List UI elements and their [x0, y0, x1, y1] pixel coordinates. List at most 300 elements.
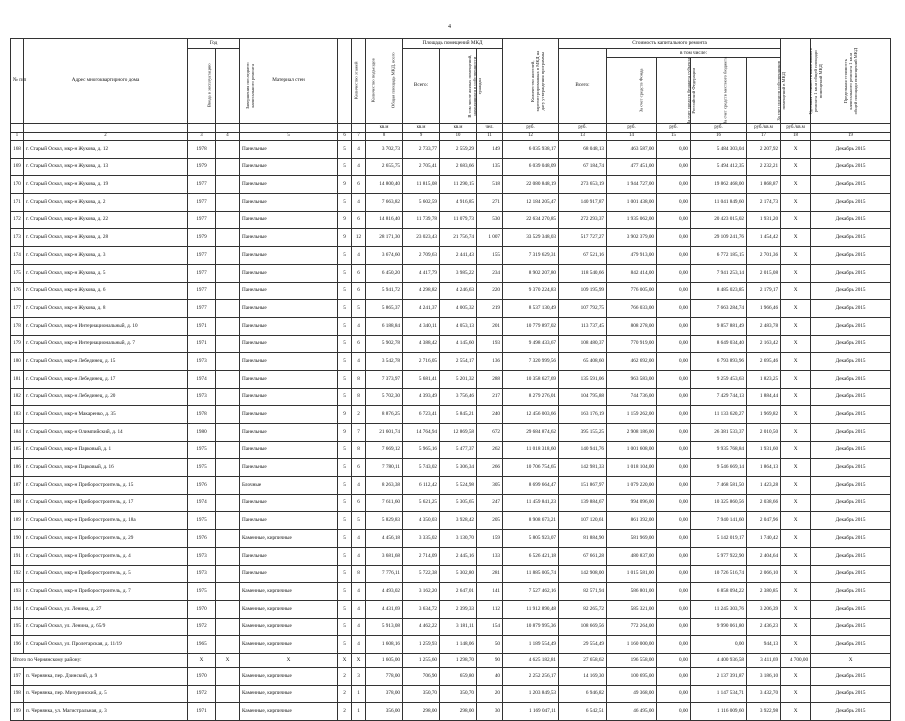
table-cell: 11 739,78 — [403, 211, 440, 229]
table-cell: 1 966,46 — [747, 300, 781, 318]
table-cell: 0,00 — [657, 667, 691, 685]
table-cell: 5 — [338, 547, 352, 565]
table-cell: г. Старый Оскол, мкр-н Жукова, д. 3 — [24, 247, 188, 265]
table-row — [11, 494, 891, 512]
table-cell: г. Старый Оскол, ул. Ленина, д. 27 — [24, 600, 188, 618]
table-cell: X — [781, 441, 811, 459]
table-cell: 82 265,72 — [559, 600, 607, 618]
table-cell: 3 186,10 — [747, 667, 781, 685]
table-cell: 14 764,94 — [403, 424, 440, 442]
table-cell: Каменные, кирпичные — [240, 618, 338, 636]
table-cell: 0,00 — [657, 229, 691, 247]
table-cell: 5 — [338, 282, 352, 300]
table-cell — [216, 211, 240, 229]
table-cell: 1973 — [188, 565, 216, 583]
table-cell: 1 944 727,00 — [607, 176, 657, 194]
table-cell: 1975 — [188, 459, 216, 477]
table-cell: Панельные — [240, 353, 338, 371]
table-cell: 9 857 881,49 — [691, 317, 747, 335]
table-cell: 4 — [352, 477, 366, 495]
table-row — [11, 158, 891, 176]
table-cell: X — [781, 530, 811, 548]
table-cell: Декабрь 2015 — [811, 685, 891, 703]
unit-cell-16: руб. — [691, 124, 747, 133]
table-cell: Панельные — [240, 247, 338, 265]
table-row — [11, 353, 891, 371]
table-cell: 0,00 — [657, 264, 691, 282]
table-cell: 5 913,08 — [366, 618, 403, 636]
table-cell: 140 917,87 — [559, 194, 607, 212]
table-cell: 11 912 890,48 — [503, 600, 559, 618]
table-cell: Панельные — [240, 335, 338, 353]
subtotal-cell: 1 298,70 — [440, 653, 477, 667]
table-cell: 193 — [11, 583, 24, 601]
table-cell: 1 116 009,60 — [691, 703, 747, 721]
table-cell: 5 484 303,04 — [691, 141, 747, 159]
subtotal-cell: 196 558,00 — [607, 653, 657, 667]
table-cell: Блочные — [240, 477, 338, 495]
table-cell: 11 041 849,60 — [691, 194, 747, 212]
table-cell: 30 — [477, 703, 503, 721]
table-cell: X — [781, 583, 811, 601]
table-cell: 140 941,76 — [559, 441, 607, 459]
table-cell: 81 884,90 — [559, 530, 607, 548]
table-cell: 8 — [352, 441, 366, 459]
table-cell: 0,00 — [657, 406, 691, 424]
table-cell: 463 587,00 — [607, 141, 657, 159]
table-cell: 169 — [11, 158, 24, 176]
table-cell: 139 884,67 — [559, 494, 607, 512]
subtotal-cell: X — [216, 653, 240, 667]
table-row — [11, 530, 891, 548]
table-cell: 5 — [338, 618, 352, 636]
table-cell — [216, 194, 240, 212]
table-cell: Панельные — [240, 424, 338, 442]
table-cell: 3 162,20 — [403, 583, 440, 601]
table-cell: Декабрь 2015 — [811, 424, 891, 442]
table-cell: 175 — [11, 264, 24, 282]
table-cell: X — [781, 494, 811, 512]
table-cell: 7 373,97 — [366, 370, 403, 388]
table-cell: п. Чернянка, пер. Дзинский, д. 9 — [24, 667, 188, 685]
table-cell: X — [781, 512, 811, 530]
table-cell: 8 537 130,49 — [503, 300, 559, 318]
table-cell: 4 431,69 — [366, 600, 403, 618]
column-number-4: 4 — [216, 133, 240, 141]
table-cell: 266 — [477, 459, 503, 477]
table-cell: 12 869,58 — [440, 424, 477, 442]
table-cell: 185 — [11, 441, 24, 459]
table-cell: 808 278,00 — [607, 317, 657, 335]
table-cell: X — [781, 685, 811, 703]
column-number-10: 10 — [440, 133, 477, 141]
unit-cell-3 — [188, 124, 216, 133]
table-cell: 171 — [11, 194, 24, 212]
table-cell: 104 795,88 — [559, 388, 607, 406]
table-cell: 142 981,33 — [559, 459, 607, 477]
table-cell — [216, 388, 240, 406]
table-cell: 7 429 744,13 — [691, 388, 747, 406]
table-cell: 778,00 — [366, 667, 403, 685]
table-cell: 0,00 — [657, 530, 691, 548]
table-cell: 7 — [352, 424, 366, 442]
subtotal-cell: 4 625 182,81 — [503, 653, 559, 667]
table-cell: 5 — [338, 459, 352, 477]
table-cell: 7 780,11 — [366, 459, 403, 477]
subtotal-cell: X — [188, 653, 216, 667]
table-cell: X — [781, 211, 811, 229]
unit-cell-13: руб. — [559, 124, 607, 133]
table-cell: Панельные — [240, 176, 338, 194]
table-cell: 20 423 015,02 — [691, 211, 747, 229]
table-cell: 6 793 893,96 — [691, 353, 747, 371]
table-cell: 1 868,87 — [747, 176, 781, 194]
subtotal-cell: 1 605,00 — [366, 653, 403, 667]
table-cell: 581 969,00 — [607, 530, 657, 548]
table-cell: Декабрь 2015 — [811, 547, 891, 565]
table-cell: X — [781, 247, 811, 265]
table-cell: X — [781, 618, 811, 636]
table-cell: X — [781, 370, 811, 388]
table-cell: 659,80 — [440, 667, 477, 685]
table-cell: 26 381 533,37 — [691, 424, 747, 442]
table-cell: 8 876,25 — [366, 406, 403, 424]
table-row — [11, 194, 891, 212]
table-cell: 1 015 581,00 — [607, 565, 657, 583]
table-cell: X — [781, 300, 811, 318]
table-cell: Панельные — [240, 211, 338, 229]
table-cell: 4 298,82 — [403, 282, 440, 300]
subtotal-label: Итого по Чернянскому району: — [11, 653, 188, 667]
table-cell: 1 007 — [477, 229, 503, 247]
table-cell: 2 399,33 — [440, 600, 477, 618]
table-cell: 1 969,82 — [747, 406, 781, 424]
table-cell: X — [781, 176, 811, 194]
table-cell: 33 529 348,03 — [503, 229, 559, 247]
table-cell — [216, 600, 240, 618]
table-cell: г. Старый Оскол, мкр-н Жукова, д. 22 — [24, 211, 188, 229]
table-cell: 8 263,38 — [366, 477, 403, 495]
table-cell: 1975 — [188, 441, 216, 459]
header-total-area: Общая площадь МКД, всего — [366, 39, 403, 124]
table-cell: 5 — [338, 600, 352, 618]
table-cell: 6 — [352, 335, 366, 353]
table-cell: 178 — [11, 317, 24, 335]
unit-cell-6 — [338, 124, 352, 133]
table-cell — [216, 494, 240, 512]
table-cell: 108 669,56 — [559, 618, 607, 636]
table-cell: Декабрь 2015 — [811, 441, 891, 459]
table-cell: Декабрь 2015 — [811, 477, 891, 495]
table-row — [11, 176, 891, 194]
table-cell: 0,00 — [657, 353, 691, 371]
unit-cell-15: руб. — [657, 124, 691, 133]
table-cell: 176 — [11, 282, 24, 300]
table-cell: 20 — [477, 685, 503, 703]
column-number-12: 12 — [503, 133, 559, 141]
table-cell: 174 — [11, 247, 24, 265]
column-number-1: 1 — [11, 133, 24, 141]
table-cell: Каменные, кирпичные — [240, 600, 338, 618]
table-cell: Панельные — [240, 512, 338, 530]
column-number-17: 17 — [747, 133, 781, 141]
table-cell: г. Старый Оскол, мкр-н Жукова, д. 28 — [24, 229, 188, 247]
table-cell: 5 602,59 — [403, 194, 440, 212]
table-row — [11, 459, 891, 477]
table-row — [11, 406, 891, 424]
table-cell — [216, 247, 240, 265]
header-num: № п/п — [11, 39, 24, 124]
table-cell: 193 — [477, 335, 503, 353]
table-cell: 0,00 — [657, 335, 691, 353]
table-cell: 0,00 — [657, 194, 691, 212]
table-cell — [216, 685, 240, 703]
table-cell: 4 — [352, 600, 366, 618]
table-cell: Декабрь 2015 — [811, 247, 891, 265]
table-cell: 12 184 205,47 — [503, 194, 559, 212]
table-cell: 8 902 207,80 — [503, 264, 559, 282]
table-row — [11, 512, 891, 530]
table-cell: X — [781, 141, 811, 159]
table-cell: 7 320 999,56 — [503, 353, 559, 371]
table-cell — [216, 703, 240, 721]
table-cell: 4 417,79 — [403, 264, 440, 282]
table-cell: 963 583,00 — [607, 370, 657, 388]
table-cell: X — [781, 547, 811, 565]
table-cell: 0,00 — [657, 441, 691, 459]
table-cell: Декабрь 2015 — [811, 282, 891, 300]
table-cell: 220 — [477, 282, 503, 300]
table-row — [11, 703, 891, 721]
table-cell: 190 — [11, 530, 24, 548]
table-cell: 1977 — [188, 194, 216, 212]
table-cell: 5 865,37 — [366, 300, 403, 318]
table-cell: 4 456,18 — [366, 530, 403, 548]
table-cell: г. Старый Оскол, мкр-н Жукова, д. 13 — [24, 158, 188, 176]
table-cell: 281 — [477, 565, 503, 583]
subtotal-cell: X — [338, 653, 352, 667]
table-cell: 240 — [477, 406, 503, 424]
table-cell: 6 946,82 — [559, 685, 607, 703]
unit-cell-8: кв.м — [366, 124, 403, 133]
table-cell: 1977 — [188, 282, 216, 300]
table-cell: 9 — [338, 424, 352, 442]
table-cell: 5 722,38 — [403, 565, 440, 583]
table-cell: 6 772 185,15 — [691, 247, 747, 265]
table-cell: 172 — [11, 211, 24, 229]
table-cell: г. Старый Оскол, мкр-н Приборостроитель, д. 17 — [24, 494, 188, 512]
table-cell: 177 — [11, 300, 24, 318]
table-cell: 2 683,66 — [440, 158, 477, 176]
table-cell: г. Старый Оскол, мкр-н Приборостроитель, д. 18а — [24, 512, 188, 530]
table-cell: 0,00 — [657, 703, 691, 721]
table-cell: 395 155,25 — [559, 424, 607, 442]
table-cell: г. Старый Оскол, мкр-н Лебединец, д. 15 — [24, 353, 188, 371]
table-cell: 2 445,16 — [440, 547, 477, 565]
table-cell: 5 — [338, 317, 352, 335]
table-cell: 1978 — [188, 406, 216, 424]
table-cell — [216, 459, 240, 477]
table-cell: 7 940 141,60 — [691, 512, 747, 530]
table-cell: 67 184,74 — [559, 158, 607, 176]
table-cell — [216, 300, 240, 318]
table-cell: 4 — [352, 317, 366, 335]
table-cell: Декабрь 2015 — [811, 494, 891, 512]
table-cell: 2 — [338, 685, 352, 703]
table-cell: 195 — [11, 618, 24, 636]
table-cell: 10 706 754,65 — [503, 459, 559, 477]
table-cell: 0,00 — [657, 211, 691, 229]
table-row — [11, 618, 891, 636]
table-cell: 5 — [338, 370, 352, 388]
column-number-6: 6 — [338, 133, 352, 141]
table-cell: 1 079 220,00 — [607, 477, 657, 495]
table-cell: 5 — [338, 565, 352, 583]
unit-cell-19 — [811, 124, 891, 133]
table-cell: 196 — [11, 636, 24, 654]
table-cell: 8 485 023,85 — [691, 282, 747, 300]
table-cell: 183 — [11, 406, 24, 424]
table-cell: 477 451,00 — [607, 158, 657, 176]
table-cell: 5 477,37 — [440, 441, 477, 459]
table-cell: 10 358 627,69 — [503, 370, 559, 388]
table-cell: 6 723,41 — [403, 406, 440, 424]
table-cell: 113 737,45 — [559, 317, 607, 335]
table-cell: г. Старый Оскол, ул. Пролетарская, д. 11/19 — [24, 636, 188, 654]
table-cell: 1977 — [188, 211, 216, 229]
table-cell: 100 695,00 — [607, 667, 657, 685]
table-row — [11, 636, 891, 654]
unit-cell-4 — [216, 124, 240, 133]
table-cell: г. Старый Оскол, мкр-н Интернациональный, д. 7 — [24, 335, 188, 353]
table-cell: 0,00 — [657, 176, 691, 194]
table-cell: 0,00 — [657, 388, 691, 406]
column-number-8: 8 — [366, 133, 403, 141]
table-cell: 2 436,23 — [747, 618, 781, 636]
table-cell: 350,70 — [440, 685, 477, 703]
header-max-cost: Предельная стоимость капитального ремонта 1 кв.м общей площади помещений МКД — [811, 39, 891, 124]
table-cell: 68 048,13 — [559, 141, 607, 159]
table-cell: 2 — [338, 667, 352, 685]
table-cell: 5 — [338, 194, 352, 212]
table-cell: 1973 — [188, 388, 216, 406]
header-year: Год — [188, 39, 240, 49]
table-cell: 2 483,78 — [747, 317, 781, 335]
table-cell: 168 — [11, 141, 24, 159]
table-cell: 21 601,74 — [366, 424, 403, 442]
table-cell: 8 649 034,40 — [691, 335, 747, 353]
table-cell: Панельные — [240, 459, 338, 477]
table-cell: 107 120,61 — [559, 512, 607, 530]
table-cell: 7 319 629,31 — [503, 247, 559, 265]
table-cell: 2 441,43 — [440, 247, 477, 265]
table-cell: 1 001 608,00 — [607, 441, 657, 459]
table-cell: Панельные — [240, 370, 338, 388]
table-cell: 11 459 841,23 — [503, 494, 559, 512]
table-cell: 5 — [338, 583, 352, 601]
units-row — [11, 124, 891, 133]
table-cell: 10 726 516,74 — [691, 565, 747, 583]
header-material: Материал стен — [240, 39, 338, 124]
table-cell: Панельные — [240, 565, 338, 583]
table-cell: 3 130,70 — [440, 530, 477, 548]
table-cell: 2 554,17 — [440, 353, 477, 371]
table-cell: п. Чернянка, пер. Мичуринский, д. 5 — [24, 685, 188, 703]
table-cell: Декабрь 2015 — [811, 618, 891, 636]
table-cell: 9 259 453,63 — [691, 370, 747, 388]
table-cell: 5 — [352, 512, 366, 530]
column-number-19: 19 — [811, 133, 891, 141]
table-cell: 7 776,11 — [366, 565, 403, 583]
table-cell: 1965 — [188, 636, 216, 654]
table-cell: X — [781, 353, 811, 371]
table-cell — [216, 477, 240, 495]
table-row — [11, 211, 891, 229]
table-cell: Каменные, кирпичные — [240, 636, 338, 654]
column-number-3: 3 — [188, 133, 216, 141]
table-cell: 11 815,08 — [403, 176, 440, 194]
subtotal-cell: X — [352, 653, 366, 667]
table-cell: г. Старый Оскол, мкр-н Приборостроитель, д. 7 — [24, 583, 188, 601]
table-cell: Декабрь 2015 — [811, 211, 891, 229]
page-number: 4 — [448, 24, 451, 30]
table-cell: 6 — [352, 264, 366, 282]
table-cell: 5 524,98 — [440, 477, 477, 495]
table-cell — [216, 441, 240, 459]
table-cell: 6 — [352, 176, 366, 194]
table-cell: 7 663,82 — [366, 194, 403, 212]
table-cell: г. Старый Оскол, мкр-н Приборостроитель, д. 15 — [24, 477, 188, 495]
table-row — [11, 300, 891, 318]
table-cell: 2 252 256,17 — [503, 667, 559, 685]
table-cell: 9 — [338, 176, 352, 194]
table-cell: г. Старый Оскол, мкр-н Лебединец, д. 20 — [24, 388, 188, 406]
table-cell: 142 908,00 — [559, 565, 607, 583]
table-cell: 298,00 — [440, 703, 477, 721]
table-cell: 0,00 — [657, 247, 691, 265]
unit-cell-10: кв.м — [440, 124, 477, 133]
table-cell: 0,00 — [657, 600, 691, 618]
table-row — [11, 565, 891, 583]
unit-cell-7 — [352, 124, 366, 133]
table-row — [11, 441, 891, 459]
table-cell: Декабрь 2015 — [811, 176, 891, 194]
table-cell — [216, 618, 240, 636]
subtotal-cell: 4 700,00 — [781, 653, 811, 667]
table-cell: 10 879 995,36 — [503, 618, 559, 636]
table-cell: 0,00 — [657, 141, 691, 159]
table-cell: 149 — [477, 141, 503, 159]
table-cell: 5 201,32 — [440, 370, 477, 388]
table-cell: 0,00 — [657, 565, 691, 583]
table-cell: Панельные — [240, 141, 338, 159]
table-cell: 480 837,00 — [607, 547, 657, 565]
header-cost-owners: За счет средств собственников помещений в МКД — [747, 58, 781, 124]
table-cell: 5 — [338, 300, 352, 318]
table-cell: 14 169,30 — [559, 667, 607, 685]
table-cell: 136 — [477, 353, 503, 371]
table-cell: 5 — [338, 353, 352, 371]
header-cost-fund: За счет средств Фонда — [607, 58, 657, 124]
table-cell: 234 — [477, 264, 503, 282]
table-cell: 350,70 — [403, 685, 440, 703]
table-cell: Каменные, кирпичные — [240, 583, 338, 601]
table-cell: 191 — [11, 547, 24, 565]
header-area-private: В том числе жилых помещений, находящихся в собственности граждан — [440, 49, 477, 124]
table-cell: 219 — [477, 300, 503, 318]
header-residents: Количество жителей, зарегистрированных в МКД на дату утверждения программы — [503, 39, 559, 124]
table-cell: 49 368,00 — [607, 685, 657, 703]
